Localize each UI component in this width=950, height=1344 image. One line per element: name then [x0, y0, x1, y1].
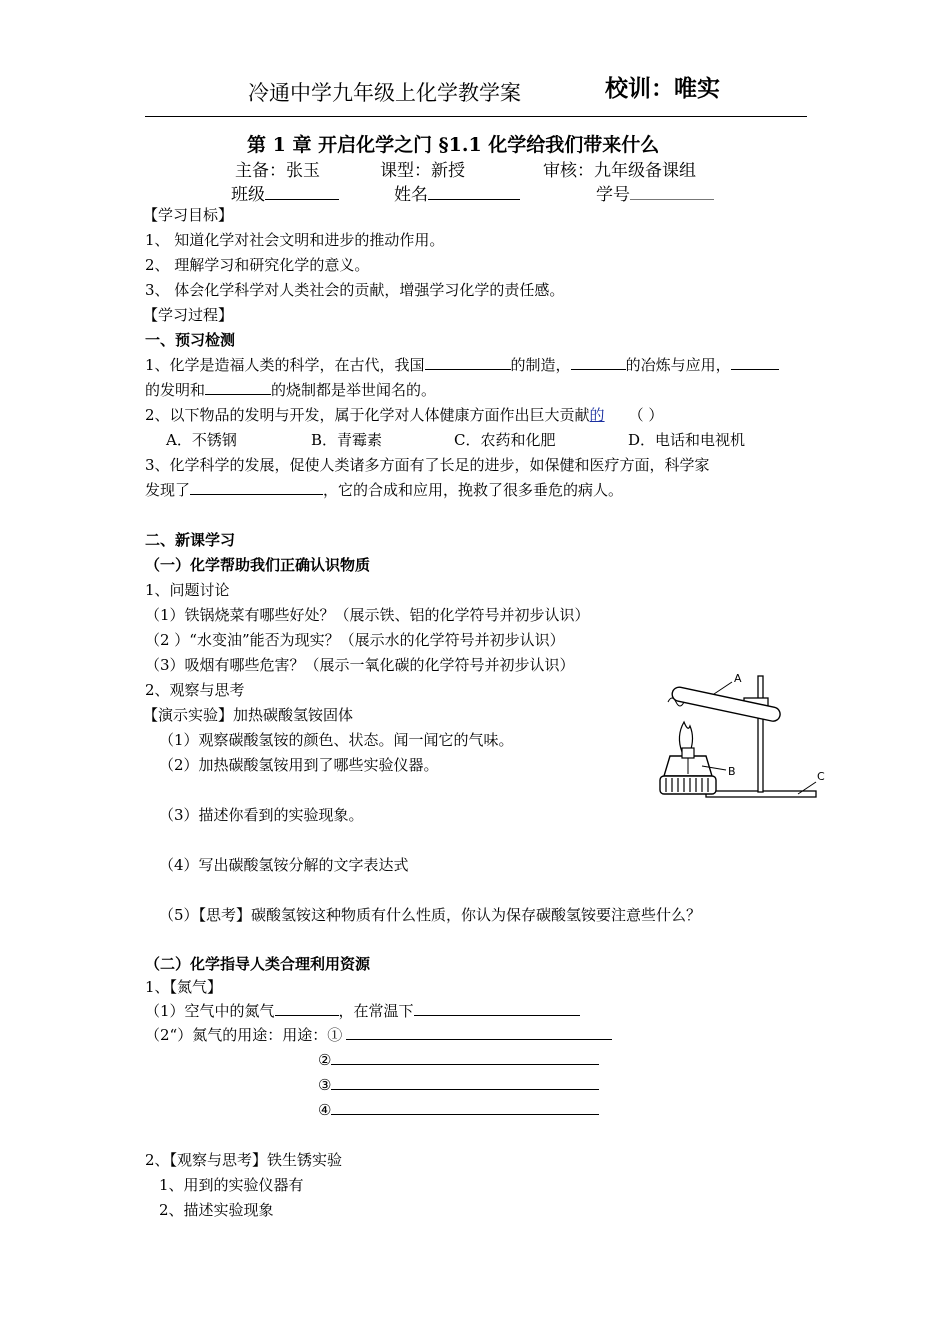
observe-heading: 2、观察与思考: [145, 681, 245, 699]
preview-q2: [145, 405, 663, 425]
use-marker-4: ④: [318, 1101, 332, 1119]
q2-option-c: C．农药和化肥: [454, 431, 556, 449]
preview-q1-line1: [145, 355, 779, 375]
page-title: 第 1 章 开启化学之门 §1.1 化学给我们带来什么: [247, 134, 660, 156]
class-blank[interactable]: [265, 185, 339, 200]
use-blank-1[interactable]: [346, 1025, 612, 1040]
demo-step-5: （5）【思考】碳酸氢铵这种物质有什么性质，你认为保存碳酸氢铵要注意些什么？: [159, 906, 702, 924]
objective-1: 1、 知道化学对社会文明和进步的推动作用。: [145, 231, 445, 249]
q2-link[interactable]: 的: [589, 406, 605, 424]
use-line-2: [318, 1050, 599, 1070]
class-label: 班级: [231, 185, 265, 205]
demo-step-1: （1）观察碳酸氢铵的颜色、状态。闻一闻它的气味。: [159, 731, 514, 749]
demo-heading: 【演示实验】加热碳酸氢铵固体: [143, 706, 354, 724]
name-field[interactable]: [394, 180, 520, 205]
q1-text-b: 的制造，: [510, 356, 571, 374]
author: 主备：张玉: [235, 161, 320, 181]
objectives-heading: 【学习目标】: [143, 206, 234, 224]
school-header: 冷通中学九年级上化学教学案: [248, 81, 521, 105]
lesson-type: 课型：新授: [380, 161, 465, 181]
n1-text-a: （1）空气中的氮气: [145, 1002, 275, 1020]
objective-3: 3、 体会化学科学对人类社会的贡献，增强学习化学的责任感。: [145, 281, 565, 299]
nitrogen-q2: [145, 1025, 612, 1045]
process-heading: 【学习过程】: [143, 306, 234, 324]
use-blank-4[interactable]: [331, 1100, 599, 1115]
number-blank[interactable]: [630, 185, 714, 200]
rust-step-1: 1、用到的实验仪器有: [159, 1176, 304, 1194]
discussion-q2: （2 ）“水变油”能否为现实？（展示水的化学符号并初步认识）: [145, 631, 565, 649]
nitrogen-heading: 1、【氮气】: [145, 978, 223, 996]
rust-heading: 2、【观察与思考】铁生锈实验: [145, 1151, 343, 1169]
discussion-q3: （3）吸烟有哪些危害？（展示一氧化碳的化学符号并初步认识）: [145, 656, 575, 674]
school-motto: 校训：唯实: [605, 75, 720, 102]
use-line-4: [318, 1100, 599, 1120]
use-blank-2[interactable]: [331, 1050, 599, 1065]
new-lesson-heading: 二、新课学习: [145, 531, 236, 549]
q3-text-b: ，它的合成和应用，挽救了很多垂危的病人。: [323, 481, 624, 499]
demo-step-2: （2）加热碳酸氢铵用到了哪些实验仪器。: [159, 756, 439, 774]
n1-blank-1[interactable]: [275, 1001, 339, 1016]
demo-step-3: （3）描述你看到的实验现象。: [159, 806, 364, 824]
q1-text-e: 的烧制都是举世闻名的。: [271, 381, 437, 399]
q1-text-a: 1、化学是造福人类的科学，在古代，我国: [145, 356, 425, 374]
q1-blank-4[interactable]: [205, 380, 271, 395]
preview-q3-line1: 3、化学科学的发展，促使人类诸多方面有了长足的进步，如保健和医疗方面，科学家: [145, 456, 710, 474]
label-a: A: [734, 672, 742, 685]
name-label: 姓名: [394, 185, 428, 205]
part2-heading: （二）化学指导人类合理利用资源: [145, 955, 371, 973]
n1-text-b: ，在常温下: [338, 1002, 414, 1020]
discussion-heading: 1、问题讨论: [145, 581, 230, 599]
q2-option-a: A．不锈钢: [166, 431, 237, 449]
q1-text-d: 的发明和: [145, 381, 206, 399]
preview-q3-line2: [145, 480, 623, 500]
q1-text-c: 的冶炼与应用，: [625, 356, 731, 374]
q2-answer-paren[interactable]: （ ）: [628, 406, 664, 424]
nitrogen-q1: [145, 1001, 580, 1021]
class-field[interactable]: [231, 180, 339, 205]
name-blank[interactable]: [428, 185, 520, 200]
preview-q1-line2: [145, 380, 436, 400]
use-marker-2: ②: [318, 1051, 332, 1069]
n1-blank-2[interactable]: [414, 1001, 580, 1016]
objective-2: 2、 理解学习和研究化学的意义。: [145, 256, 370, 274]
use-marker-3: ③: [318, 1076, 332, 1094]
q2-text: 2、以下物品的发明与开发，属于化学对人体健康方面作出巨大贡献: [145, 406, 590, 424]
q3-blank[interactable]: [190, 480, 323, 495]
q1-blank-2[interactable]: [571, 355, 626, 370]
header-rule: [145, 116, 807, 117]
number-field[interactable]: [596, 180, 714, 205]
preview-heading: 一、预习检测: [145, 331, 236, 349]
label-c: C: [817, 770, 825, 783]
label-b: B: [728, 765, 736, 778]
number-label: 学号: [596, 185, 630, 205]
use-blank-3[interactable]: [331, 1075, 599, 1090]
use-line-3: [318, 1075, 599, 1095]
demo-step-4: （4）写出碳酸氢铵分解的文字表达式: [159, 856, 409, 874]
stand-rod: [758, 676, 763, 792]
rust-step-2: 2、描述实验现象: [159, 1201, 274, 1219]
part1-heading: （一）化学帮助我们正确认识物质: [145, 556, 371, 574]
q1-blank-3[interactable]: [731, 355, 779, 370]
q2-option-d: D．电话和电视机: [628, 431, 746, 449]
reviewer: 审核：九年级备课组: [543, 161, 696, 181]
discussion-q1: （1）铁锅烧菜有哪些好处？（展示铁、铝的化学符号并初步认识）: [145, 606, 590, 624]
q2-option-b: B．青霉素: [311, 431, 383, 449]
n2-text: （2“）氮气的用途：用途：①: [145, 1026, 343, 1044]
q3-text-a: 发现了: [145, 481, 191, 499]
heating-apparatus-figure: [640, 664, 840, 804]
q1-blank-1[interactable]: [425, 355, 511, 370]
